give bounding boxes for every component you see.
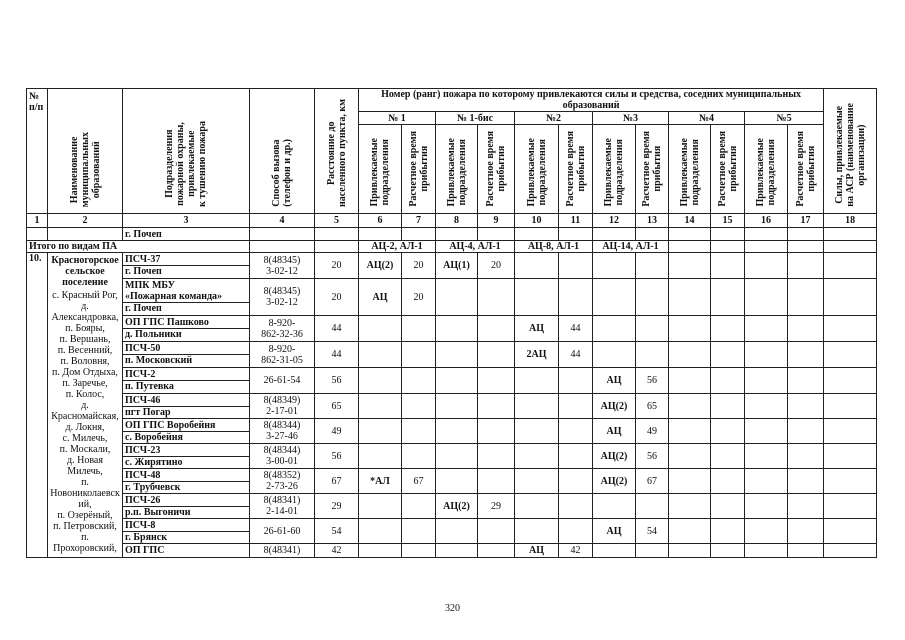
rank-2-units xyxy=(515,494,559,519)
rank-2-time: 42 xyxy=(559,544,593,558)
rank-1-time xyxy=(402,544,436,558)
fire-unit-cell xyxy=(123,544,250,558)
rank-1: № 1 xyxy=(359,112,436,125)
rank-3-time xyxy=(636,342,669,368)
rank-3: №3 xyxy=(593,112,669,125)
column-number: 8 xyxy=(436,214,478,228)
rank-1-units: АЦ(2) xyxy=(359,253,402,279)
rank-1-bis-units xyxy=(436,469,478,494)
fire-unit-cell xyxy=(123,316,250,342)
fire-unit-cell xyxy=(123,419,250,444)
rank-1-bis: № 1-бис xyxy=(436,112,515,125)
call-method: 8(48349) 2-17-01 xyxy=(250,394,315,419)
column-number: 12 xyxy=(593,214,636,228)
distance-km: 20 xyxy=(315,253,359,279)
municipality-cell xyxy=(48,253,123,558)
header-col-call-method: Способ вызова (телефон и др.) xyxy=(250,89,315,214)
rank-1-time xyxy=(402,444,436,469)
rank-1-bis-time xyxy=(478,544,515,558)
empty-cell xyxy=(824,519,877,544)
rank-3-units: АЦ(2) xyxy=(593,444,636,469)
empty-cell xyxy=(824,368,877,394)
rank-1-bis-time xyxy=(478,279,515,316)
empty-cell xyxy=(788,316,824,342)
empty-cell xyxy=(669,494,711,519)
column-number: 14 xyxy=(669,214,711,228)
header-sub-arrival-time: Расчетное время прибытия xyxy=(559,125,593,214)
rank-1-bis-units xyxy=(436,316,478,342)
empty-cell xyxy=(788,544,824,558)
empty-cell xyxy=(824,394,877,419)
continued-unit-place: г. Почеп xyxy=(123,228,250,241)
fire-unit-cell xyxy=(123,342,250,368)
rank-1-bis-units xyxy=(436,368,478,394)
rank-2-time xyxy=(559,419,593,444)
rank-2-units xyxy=(515,253,559,279)
rank-2-time xyxy=(559,394,593,419)
totals-rank-3: АЦ-14, АЛ-1 xyxy=(593,241,669,253)
distance-km: 56 xyxy=(315,368,359,394)
empty-cell xyxy=(788,279,824,316)
rank-2-units xyxy=(515,519,559,544)
fire-unit-name: МПК МБУ «Пожарная команда» xyxy=(125,280,223,302)
rank-1-bis-time xyxy=(478,419,515,444)
distance-km: 54 xyxy=(315,519,359,544)
empty-cell xyxy=(711,253,745,279)
column-number: 15 xyxy=(711,214,745,228)
rank-2: №2 xyxy=(515,112,593,125)
call-method: 8(48341) 2-14-01 xyxy=(250,494,315,519)
table-row xyxy=(27,469,877,494)
fire-unit-location: г. Брянск xyxy=(123,531,249,543)
rank-1-bis-units xyxy=(436,519,478,544)
rank-2-time: 44 xyxy=(559,342,593,368)
totals-rank-2: АЦ-8, АЛ-1 xyxy=(515,241,593,253)
rank-2-units: АЦ xyxy=(515,544,559,558)
rank-1-bis-time xyxy=(478,469,515,494)
empty-cell xyxy=(745,444,788,469)
empty-cell xyxy=(669,444,711,469)
call-method: 8(48345) 3-02-12 xyxy=(250,279,315,316)
rank-2-time xyxy=(559,519,593,544)
rank-3-time: 56 xyxy=(636,368,669,394)
empty-cell xyxy=(788,469,824,494)
header-sub-units: Привлекаемые подразделения xyxy=(745,125,788,214)
rank-1-bis-units: АЦ(1) xyxy=(436,253,478,279)
distance-km: 49 xyxy=(315,419,359,444)
page-number: 320 xyxy=(445,603,460,614)
rank-1-time xyxy=(402,494,436,519)
table-row xyxy=(27,279,877,316)
rank-1-time xyxy=(402,316,436,342)
rank-5: №5 xyxy=(745,112,824,125)
distance-km: 65 xyxy=(315,394,359,419)
rank-1-bis-units xyxy=(436,394,478,419)
continued-row xyxy=(27,228,877,241)
call-method: 26-61-54 xyxy=(250,368,315,394)
settlements-list: с. Красный Рог, д. Александровка, п. Бояры, п. Вершань, п. Весенний, п. Воловня, п. Дом Отдыха, п. Заречье, п. Колос, д. Красномайская, д. Локня, с. Милечь, п. Москали, д. Новая Милечь, п. Новониколаевск ий, п. Озерёный, п. Петровский, п. Прохоровский, xyxy=(50,290,120,554)
empty-cell xyxy=(669,519,711,544)
rank-1-time: 20 xyxy=(402,279,436,316)
table-row xyxy=(27,342,877,368)
rank-1-bis-time: 20 xyxy=(478,253,515,279)
rank-2-units xyxy=(515,419,559,444)
fire-unit-location: с. Жирятино xyxy=(123,456,249,468)
rank-2-units: АЦ xyxy=(515,316,559,342)
distance-km: 44 xyxy=(315,316,359,342)
header-sub-arrival-time: Расчетное время прибытия xyxy=(478,125,515,214)
empty-cell xyxy=(788,444,824,469)
rank-3-units: АЦ(2) xyxy=(593,469,636,494)
call-method: 8(48341) xyxy=(250,544,315,558)
empty-cell xyxy=(711,519,745,544)
column-number: 4 xyxy=(250,214,315,228)
distance-km: 44 xyxy=(315,342,359,368)
call-method: 8(48344) 3-27-46 xyxy=(250,419,315,444)
empty-cell xyxy=(824,316,877,342)
header-row-1 xyxy=(27,89,877,112)
distance-km: 42 xyxy=(315,544,359,558)
column-number: 16 xyxy=(745,214,788,228)
header-sub-units: Привлекаемые подразделения xyxy=(593,125,636,214)
rank-1-units xyxy=(359,316,402,342)
empty-cell xyxy=(669,394,711,419)
empty-cell xyxy=(788,253,824,279)
empty-cell xyxy=(669,469,711,494)
table-row xyxy=(27,419,877,444)
rank-3-time xyxy=(636,253,669,279)
rank-1-bis-time xyxy=(478,368,515,394)
rank-2-units xyxy=(515,444,559,469)
rank-3-units: АЦ(2) xyxy=(593,394,636,419)
rank-1-units xyxy=(359,368,402,394)
header-sub-units: Привлекаемые подразделения xyxy=(436,125,478,214)
empty-cell xyxy=(788,394,824,419)
rank-2-time xyxy=(559,469,593,494)
fire-unit-name: ПСЧ-50 xyxy=(125,343,161,354)
rank-3-time: 56 xyxy=(636,444,669,469)
empty-cell xyxy=(824,279,877,316)
rank-2-units: 2АЦ xyxy=(515,342,559,368)
header-col-number: № п/п xyxy=(27,89,48,214)
call-method: 8-920- 862-32-36 xyxy=(250,316,315,342)
empty-cell xyxy=(711,394,745,419)
rank-2-time xyxy=(559,279,593,316)
distance-km: 29 xyxy=(315,494,359,519)
rank-1-units xyxy=(359,394,402,419)
rank-3-units xyxy=(593,279,636,316)
header-col-municipality: Наименование муниципальных образований xyxy=(48,89,123,214)
column-number-row xyxy=(27,214,877,228)
rank-2-units xyxy=(515,279,559,316)
rank-2-time xyxy=(559,444,593,469)
empty-cell xyxy=(745,519,788,544)
rank-1-time xyxy=(402,342,436,368)
rank-3-time: 65 xyxy=(636,394,669,419)
table-row xyxy=(27,544,877,558)
rank-1-time: 20 xyxy=(402,253,436,279)
totals-label: Итого по видам ПА xyxy=(27,241,250,253)
fire-unit-name: ОП ГПС Пашково xyxy=(125,317,209,328)
empty-cell xyxy=(711,469,745,494)
rank-3-units xyxy=(593,316,636,342)
call-method: 8(48344) 3-00-01 xyxy=(250,444,315,469)
fire-unit-cell xyxy=(123,469,250,494)
column-number: 5 xyxy=(315,214,359,228)
rank-3-time: 49 xyxy=(636,419,669,444)
column-number: 13 xyxy=(636,214,669,228)
column-number: 1 xyxy=(27,214,48,228)
rank-3-time xyxy=(636,544,669,558)
rank-1-time: 67 xyxy=(402,469,436,494)
rank-3-time: 67 xyxy=(636,469,669,494)
call-method: 26-61-60 xyxy=(250,519,315,544)
rank-1-bis-units: АЦ(2) xyxy=(436,494,478,519)
header-col-distance: Расстояние до населенного пункта, км xyxy=(315,89,359,214)
rank-2-time xyxy=(559,253,593,279)
rank-2-units xyxy=(515,394,559,419)
rank-3-units xyxy=(593,544,636,558)
empty-cell xyxy=(824,253,877,279)
fire-unit-name: ОП ГПС xyxy=(125,545,165,556)
rank-1-bis-units xyxy=(436,419,478,444)
empty-cell xyxy=(711,368,745,394)
column-number: 2 xyxy=(48,214,123,228)
empty-cell xyxy=(788,368,824,394)
column-number: 6 xyxy=(359,214,402,228)
empty-cell xyxy=(745,544,788,558)
rank-3-time: 54 xyxy=(636,519,669,544)
fire-unit-cell xyxy=(123,394,250,419)
fire-unit-name: ПСЧ-2 xyxy=(125,369,156,380)
rank-1-bis-units xyxy=(436,544,478,558)
fire-unit-name: ОП ГПС Воробейня xyxy=(125,419,216,431)
fire-unit-location: д. Польники xyxy=(123,328,249,340)
empty-cell xyxy=(745,494,788,519)
rank-2-time xyxy=(559,368,593,394)
call-method: 8(48352) 2-73-26 xyxy=(250,469,315,494)
column-number: 10 xyxy=(515,214,559,228)
fire-unit-location: г. Почеп xyxy=(123,302,249,314)
empty-cell xyxy=(745,368,788,394)
empty-cell xyxy=(745,394,788,419)
fire-unit-location: г. Трубчевск xyxy=(123,481,249,493)
rank-1-units xyxy=(359,419,402,444)
rank-1-units: АЦ xyxy=(359,279,402,316)
call-method: 8(48345) 3-02-12 xyxy=(250,253,315,279)
rank-1-bis-time: 29 xyxy=(478,494,515,519)
rank-1-units xyxy=(359,444,402,469)
rank-4: №4 xyxy=(669,112,745,125)
column-number: 18 xyxy=(824,214,877,228)
fire-unit-location: г. Почеп xyxy=(123,265,249,277)
column-number: 3 xyxy=(123,214,250,228)
rank-2-time xyxy=(559,494,593,519)
rank-1-units xyxy=(359,494,402,519)
empty-cell xyxy=(745,316,788,342)
header-sub-arrival-time: Расчетное время прибытия xyxy=(402,125,436,214)
empty-cell xyxy=(745,469,788,494)
table-row xyxy=(27,316,877,342)
fire-unit-location: п. Путевка xyxy=(123,380,249,392)
empty-cell xyxy=(669,419,711,444)
rank-3-units: АЦ xyxy=(593,519,636,544)
empty-cell xyxy=(788,419,824,444)
empty-cell xyxy=(745,279,788,316)
fire-unit-cell xyxy=(123,519,250,544)
empty-cell xyxy=(711,444,745,469)
rank-1-bis-time xyxy=(478,342,515,368)
rank-1-bis-units xyxy=(436,279,478,316)
header-col-units: Подразделения пожарной охраны, привлекаемые к тушению пожара xyxy=(123,89,250,214)
rank-3-units xyxy=(593,342,636,368)
empty-cell xyxy=(824,419,877,444)
column-number: 11 xyxy=(559,214,593,228)
distance-km: 20 xyxy=(315,279,359,316)
empty-cell xyxy=(824,444,877,469)
rank-1-bis-time xyxy=(478,444,515,469)
header-sub-units: Привлекаемые подразделения xyxy=(669,125,711,214)
rank-1-time xyxy=(402,419,436,444)
column-number: 9 xyxy=(478,214,515,228)
rank-3-time xyxy=(636,494,669,519)
municipality-title: Красногорское сельское поселение xyxy=(51,255,119,288)
fire-unit-name: ПСЧ-26 xyxy=(125,494,161,506)
header-group-title: Номер (ранг) пожара по которому привлекаются силы и средства, соседних муниципальных образований xyxy=(359,89,824,112)
empty-cell xyxy=(711,342,745,368)
header-sub-arrival-time: Расчетное время прибытия xyxy=(788,125,824,214)
totals-rank-1-bis: АЦ-4, АЛ-1 xyxy=(436,241,515,253)
table-row xyxy=(27,444,877,469)
empty-cell xyxy=(745,253,788,279)
rank-1-units: *АЛ xyxy=(359,469,402,494)
rank-2-units xyxy=(515,469,559,494)
empty-cell xyxy=(788,519,824,544)
table-row xyxy=(27,368,877,394)
fire-unit-cell xyxy=(123,279,250,316)
empty-cell xyxy=(824,544,877,558)
empty-cell xyxy=(824,494,877,519)
fire-resources-table xyxy=(26,88,877,558)
fire-unit-cell xyxy=(123,444,250,469)
empty-cell xyxy=(711,419,745,444)
table-row xyxy=(27,253,877,279)
rank-3-units: АЦ xyxy=(593,368,636,394)
fire-unit-location: п. Московский xyxy=(123,354,249,366)
fire-unit-cell xyxy=(123,368,250,394)
rank-1-bis-time xyxy=(478,394,515,419)
empty-cell xyxy=(824,342,877,368)
totals-rank-1: АЦ-2, АЛ-1 xyxy=(359,241,436,253)
fire-unit-cell xyxy=(123,494,250,519)
rank-1-units xyxy=(359,342,402,368)
empty-cell xyxy=(711,494,745,519)
header-sub-units: Привлекаемые подразделения xyxy=(359,125,402,214)
empty-cell xyxy=(711,279,745,316)
fire-unit-cell xyxy=(123,253,250,279)
empty-cell xyxy=(669,342,711,368)
empty-cell xyxy=(711,316,745,342)
empty-cell xyxy=(669,279,711,316)
fire-unit-name: ПСЧ-46 xyxy=(125,394,161,406)
fire-unit-name: ПСЧ-37 xyxy=(125,254,161,265)
empty-cell xyxy=(745,419,788,444)
fire-unit-location: пгт Погар xyxy=(123,406,249,418)
empty-cell xyxy=(711,544,745,558)
distance-km: 67 xyxy=(315,469,359,494)
header-sub-arrival-time: Расчетное время прибытия xyxy=(711,125,745,214)
rank-1-units xyxy=(359,544,402,558)
empty-cell xyxy=(669,544,711,558)
rank-1-time xyxy=(402,519,436,544)
rank-1-time xyxy=(402,394,436,419)
empty-cell xyxy=(824,469,877,494)
distance-km: 56 xyxy=(315,444,359,469)
rank-1-units xyxy=(359,519,402,544)
empty-cell xyxy=(745,342,788,368)
header-sub-units: Привлекаемые подразделения xyxy=(515,125,559,214)
fire-unit-name: ПСЧ-48 xyxy=(125,469,161,481)
rank-3-units xyxy=(593,494,636,519)
fire-unit-name: ПСЧ-23 xyxy=(125,444,161,456)
rank-2-units xyxy=(515,368,559,394)
rank-1-bis-time xyxy=(478,316,515,342)
totals-row xyxy=(27,241,877,253)
rank-1-bis-time xyxy=(478,519,515,544)
rank-3-time xyxy=(636,316,669,342)
table-row xyxy=(27,394,877,419)
rank-3-units xyxy=(593,253,636,279)
rank-1-bis-units xyxy=(436,342,478,368)
column-number: 17 xyxy=(788,214,824,228)
empty-cell xyxy=(669,253,711,279)
empty-cell xyxy=(788,342,824,368)
table-row xyxy=(27,519,877,544)
rank-1-bis-units xyxy=(436,444,478,469)
empty-cell xyxy=(669,368,711,394)
rank-1-time xyxy=(402,368,436,394)
call-method: 8-920- 862-31-05 xyxy=(250,342,315,368)
header-col-asr: Силы, привлекаемые на АСР (наименование организации) xyxy=(824,89,877,214)
column-number: 7 xyxy=(402,214,436,228)
rank-3-time xyxy=(636,279,669,316)
fire-unit-name: ПСЧ-8 xyxy=(125,519,156,531)
fire-unit-location: р.п. Выгоничи xyxy=(123,506,249,518)
header-sub-arrival-time: Расчетное время прибытия xyxy=(636,125,669,214)
rank-3-units: АЦ xyxy=(593,419,636,444)
empty-cell xyxy=(669,316,711,342)
empty-cell xyxy=(788,494,824,519)
row-number: 10. xyxy=(27,253,48,558)
table-row xyxy=(27,494,877,519)
rank-2-time: 44 xyxy=(559,316,593,342)
fire-unit-location: с. Воробейня xyxy=(123,431,249,443)
